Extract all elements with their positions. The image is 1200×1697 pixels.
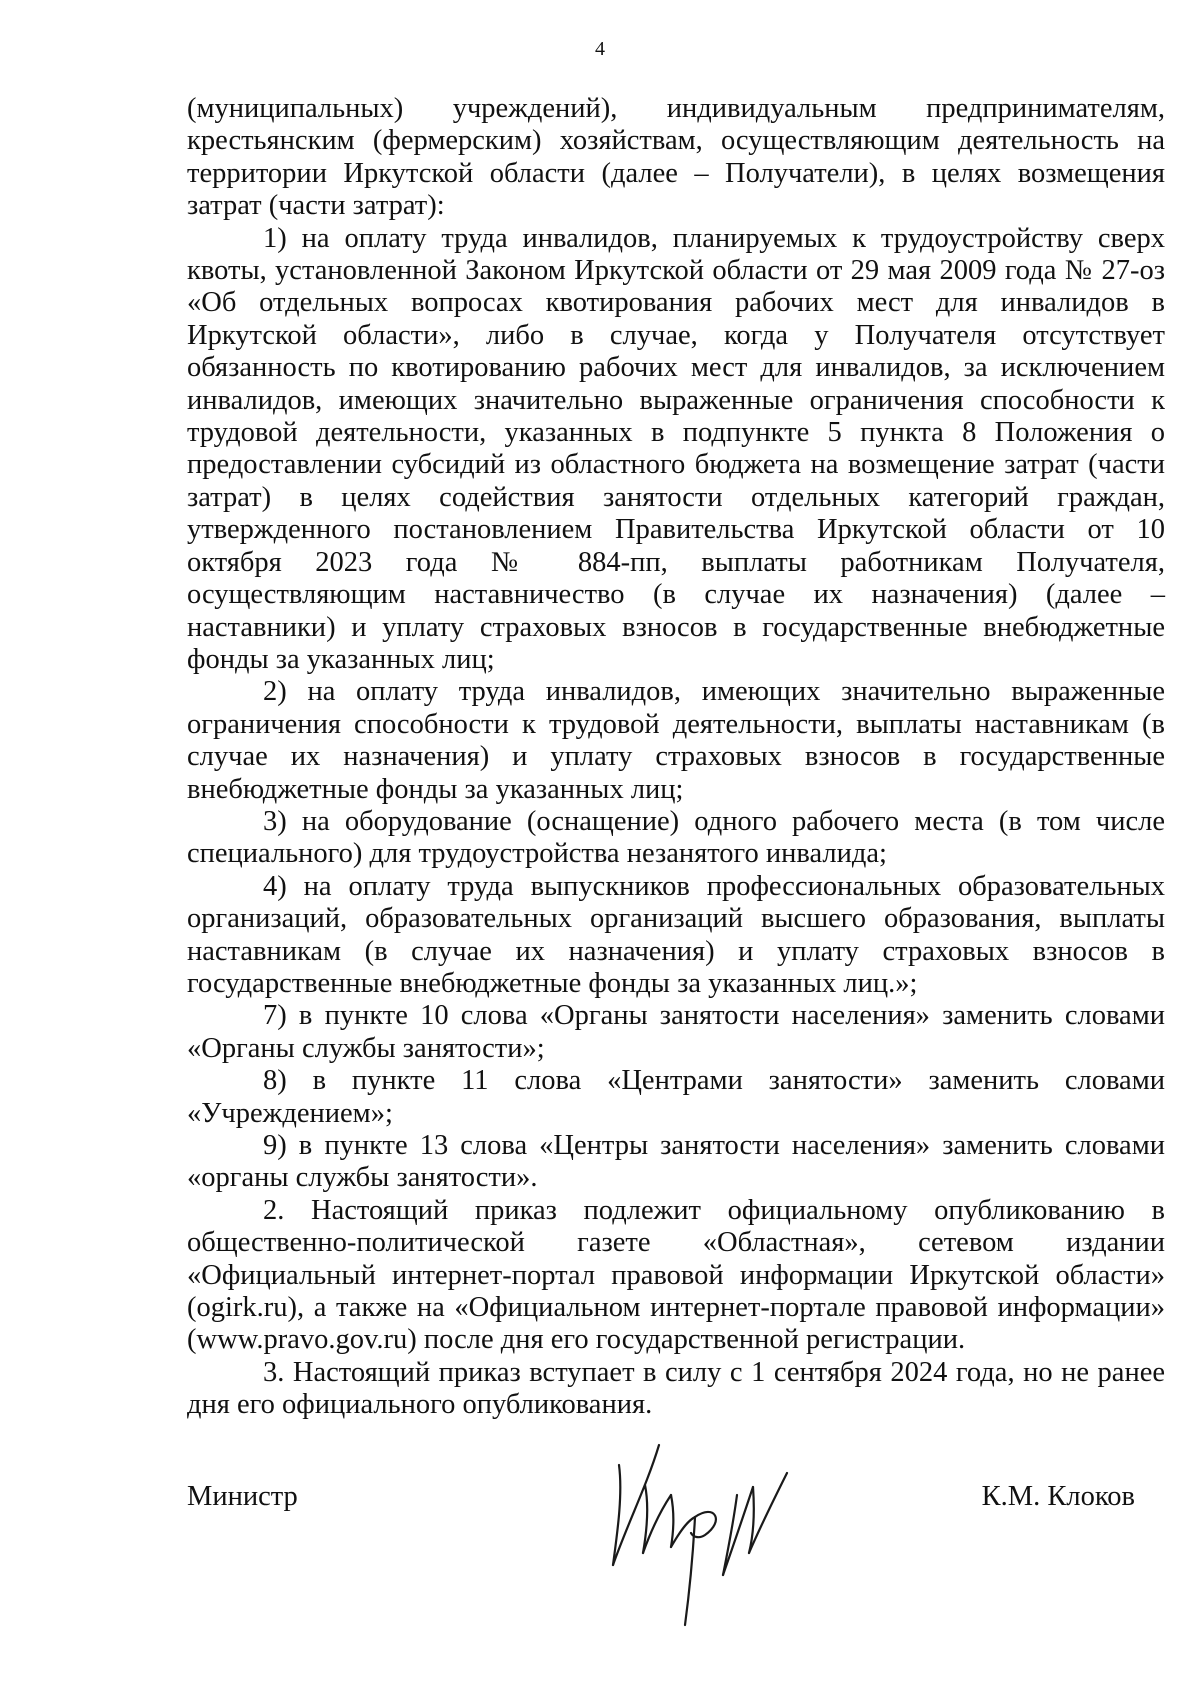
- paragraph-item-2: 2) на оплату труда инвалидов, имеющих значительно выраженные ограничения способности к трудовой деятельности, выплаты наставникам (в случае их назначения) и уплату страховых взносов в государственные внебюджетные фонды за указанных лиц;: [187, 676, 1165, 805]
- paragraph-continuation: (муниципальных) учреждений), индивидуальным предпринимателям, крестьянским (фермерским) хозяйствам, осуществляющим деятельность на территории Иркутской области (далее – Получатели), в целях возмещения затрат (части затрат):: [187, 93, 1165, 222]
- paragraph-publication: 2. Настоящий приказ подлежит официальному опубликованию в общественно-политической газете «Областная», сетевом издании «Официальный интернет-портал правовой информации Иркутской области» (ogirk.ru), а также на «Официальном интернет-портале правовой информации» (www.pravo.gov.ru) после дня его государственной регистрации.: [187, 1194, 1165, 1356]
- paragraph-item-8: 8) в пункте 11 слова «Центрами занятости» заменить словами «Учреждением»;: [187, 1065, 1165, 1129]
- paragraph-item-1: 1) на оплату труда инвалидов, планируемых к трудоустройству сверх квоты, установленной Законом Иркутской области от 29 мая 2009 года № 27-оз «Об отдельных вопросах квотирования рабочих мест для инвалидов в Иркутской области», либо в случае, когда у Получателя отсутствует обязанность по квотированию рабочих мест для инвалидов, за исключением инвалидов, имеющих значительно выраженные ограничения способности к трудовой деятельности, указанных в подпункте 5 пункта 8 Положения о предоставлении субсидий из областного бюджета на возмещение затрат (части затрат) в целях содействия занятости отдельных категорий граждан, утвержденного постановлением Правительства Иркутской области от 10 октября 2023 года № 884-пп, выплаты работникам Получателя, осуществляющим наставничество (в случае их назначения) (далее – наставники) и уплату страховых взносов в государственные внебюджетные фонды за указанных лиц;: [187, 222, 1165, 675]
- paragraph-item-7: 7) в пункте 10 слова «Органы занятости населения» заменить словами «Органы службы занятости»;: [187, 1000, 1165, 1064]
- signatory-title: Министр: [187, 1481, 298, 1512]
- signatory-name: К.М. Клоков: [981, 1481, 1135, 1512]
- signature-block: [187, 1475, 1165, 1635]
- handwritten-signature: [597, 1425, 807, 1635]
- paragraph-item-9: 9) в пункте 13 слова «Центры занятости населения» заменить словами «органы службы занятости».: [187, 1130, 1165, 1194]
- page-number: 4: [595, 38, 605, 60]
- paragraph-item-3: 3) на оборудование (оснащение) одного рабочего места (в том числе специального) для трудоустройства незанятого инвалида;: [187, 805, 1165, 870]
- paragraph-effective-date: 3. Настоящий приказ вступает в силу с 1 сентября 2024 года, но не ранее дня его официального опубликования.: [187, 1356, 1165, 1421]
- document-body: [187, 93, 1165, 1422]
- paragraph-item-4: 4) на оплату труда выпускников профессиональных образовательных организаций, образовательных организаций высшего образования, выплаты наставникам (в случае их назначения) и уплату страховых взносов в государственные внебюджетные фонды за указанных лиц.»;: [187, 870, 1165, 999]
